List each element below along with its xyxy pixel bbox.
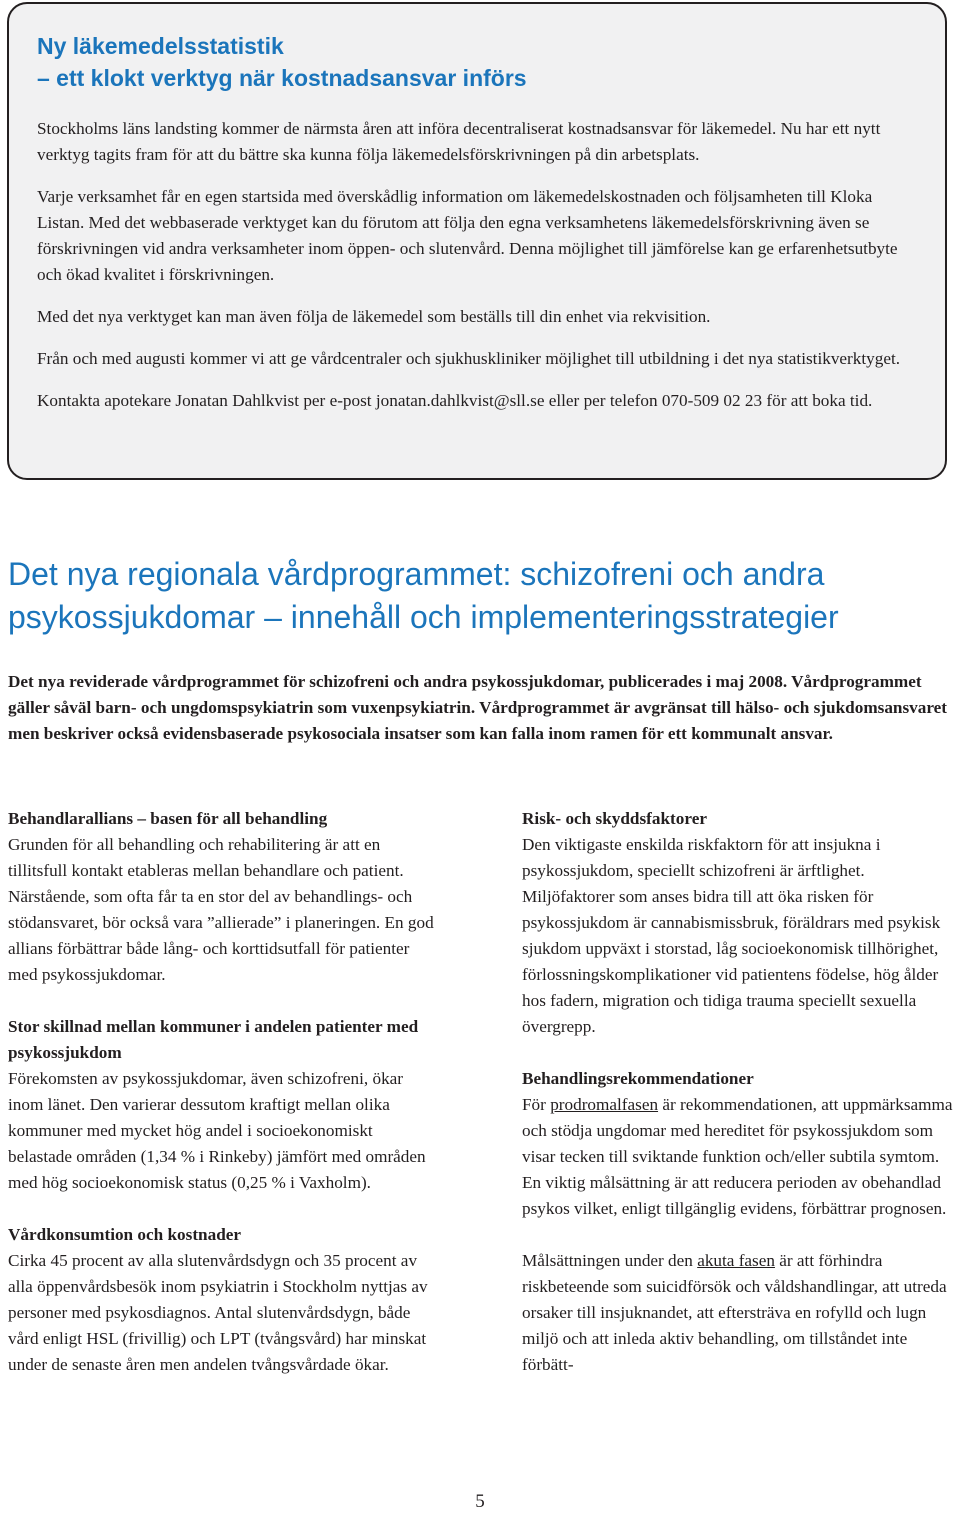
section-costs [8,1222,438,1378]
article-title-line1: Det nya regionala vårdprogrammet: schizofreni och andra [8,556,825,592]
acute-phase-link[interactable]: akuta fasen [697,1251,775,1270]
info-paragraph: Med det nya verktyget kan man även följa de läkemedel som beställs till din enhet via rekvisition. [37,307,711,326]
article-lead: Det nya reviderade vårdprogrammet för schizofreni och andra psykossjukdomar, publicerades i maj 2008. Vårdprogrammet gäller såväl barn- och ungdomspsykiatrin som vuxenpsykiatrin. Vårdprogrammet är avgränsat till hälso- och sjukdomsansvaret men beskriver också evidensbaserade psykosociala insatser som kan falla inom ramen för ett kommunalt ansvar. [8,672,948,743]
section-risk [522,806,954,1040]
section-text: Grunden för all behandling och rehabilitering är att en tillitsfull kontakt etableras mellan behandlare och patient. Närstående, som ofta får ta en stor del av behandlings- och stödansvaret, bör också vara ”allierade” i planeringen. En god allians förbättrar både lång- och korttidsutfall för patienter med psykossjukdomar. [8,835,434,984]
section-heading: Stor skillnad mellan kommuner i andelen patienter med psykossjukdom [8,1017,419,1062]
info-box-title [37,30,919,94]
info-box-title-line1: Ny läkemedelsstatistik [37,33,284,59]
page-number: 5 [475,1491,485,1512]
section-text [522,1248,954,1378]
info-box [7,2,947,480]
goal-text-pre: Målsättningen under den [522,1251,698,1270]
section-text: Cirka 45 procent av alla slutenvårdsdygn och 35 procent av alla öppenvårdsbesök inom psykiatrin i Stockholm nyttjas av personer med psykosdiagnos. Antal slutenvårdsdygn, både vård enligt HSL (frivillig) och LPT (tvångsvård) har minskat under de senaste åren men andelen tvångsvårdade ökar. [8,1251,428,1374]
section-text [522,1092,954,1222]
right-column [522,806,954,1404]
section-heading: Risk- och skyddsfaktorer [522,809,707,828]
rec-text-post: är rekommendationen, att uppmärksamma och stödja ungdomar med hereditet för psykossjukdom som visar tecken till sviktande funktion och/eller subtila symtom. En viktig målsättning är att reducera perioden av obehandlad psykos vilket, enligt tillgänglig evidens, förbättrar prognosen. [522,1095,953,1218]
prodromal-phase-link[interactable]: prodromalfasen [550,1095,659,1114]
section-municipalities [8,1014,438,1196]
section-text: Förekomsten av psykossjukdomar, även schizofreni, ökar inom länet. Den varierar dessutom kraftigt mellan olika kommuner med mycket hög andel i socioekonomiskt belastade områden (1,34 % i Rinkeby) jämfört med områden med hög socioekonomisk status (0,25 % i Vaxholm). [8,1069,426,1192]
rec-text-pre: För [522,1095,551,1114]
section-heading: Behandlarallians – basen för all behandling [8,809,328,828]
section-alliance [8,806,438,988]
section-goals [522,1248,954,1378]
article-title-line2: psykossjukdomar – innehåll och implementeringsstrategier [8,599,839,635]
article-title [8,553,953,639]
goal-text-post: är att förhindra riskbeteende som suicidförsök och våldshandlingar, att utreda orsaker till insjuknandet, att eftersträva en rofylld och lugn miljö och att inleda aktiv behandling, om tillståndet inte förbätt- [522,1251,947,1374]
info-paragraph-contact: Kontakta apotekare Jonatan Dahlkvist per e-post jonatan.dahlkvist@sll.se eller per telefon 070-509 02 23 för att boka tid. [37,391,873,410]
info-paragraph: Varje verksamhet får en egen startsida med överskådlig information om läkemedelskostnaden och följsamheten till Kloka Listan. Med det webbaserade verktyget kan du förutom att följa den egna verksamhetens läkemedelsförskrivning även se förskrivningen vid andra verksamheter inom öppen- och slutenvård. Denna möjlighet till jämförelse kan ge erfarenhetsutbyte och ökad kvalitet i förskrivningen. [37,187,898,284]
section-text: Den viktigaste enskilda riskfaktorn för att insjukna i psykossjukdom, speciellt schizofreni är ärftlighet. Miljöfaktorer som anses bidra till att öka risken för psykossjukdom är cannabismissbruk, föräldrars med psykisk sjukdom uppväxt i storstad, låg socioekonomisk tillhörighet, förlossningskomplikationer vid patientens födelse, hög ålder hos fadern, migration och tidiga trauma speciellt sexuella övergrepp. [522,835,941,1036]
section-heading: Vårdkonsumtion och kostnader [8,1225,242,1244]
section-recommendations [522,1066,954,1222]
left-column [8,806,438,1404]
info-box-title-line2: – ett klokt verktyg när kostnadsansvar införs [37,65,527,91]
info-paragraph: Stockholms läns landsting kommer de närmsta åren att införa decentraliserat kostnadsansvar för läkemedel. Nu har ett nytt verktyg tagits fram för att du bättre ska kunna följa läkemedelsförskrivningen på din arbetsplats. [37,119,881,164]
section-heading: Behandlingsrekommendationer [522,1069,754,1088]
info-paragraph: Från och med augusti kommer vi att ge vårdcentraler och sjukhuskliniker möjlighet till utbildning i det nya statistikverktyget. [37,349,901,368]
